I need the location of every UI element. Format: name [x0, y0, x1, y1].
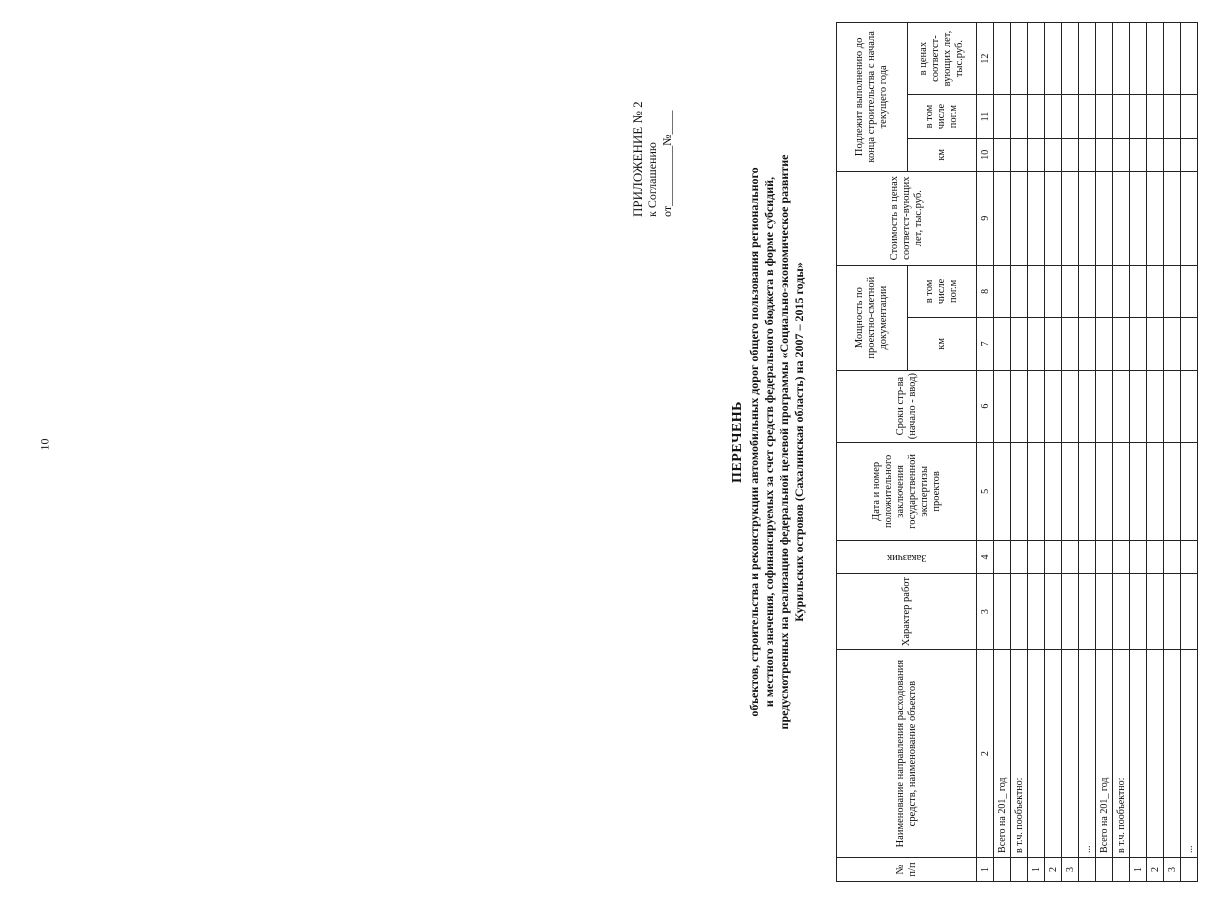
- column-number: 3: [977, 573, 994, 649]
- column-number: 11: [977, 95, 994, 139]
- empty-cell: [1062, 23, 1079, 95]
- table-row: [1096, 23, 1113, 882]
- empty-cell: [1045, 573, 1062, 649]
- empty-cell: [1079, 171, 1096, 265]
- empty-cell: [1164, 541, 1181, 574]
- empty-cell: [1045, 370, 1062, 442]
- empty-cell: [1181, 95, 1198, 139]
- empty-cell: [1181, 171, 1198, 265]
- empty-cell: [1147, 318, 1164, 370]
- empty-cell: [1045, 95, 1062, 139]
- empty-cell: [1181, 370, 1198, 442]
- header-customer: Заказчик: [886, 551, 927, 563]
- row-number: [1079, 857, 1096, 881]
- empty-cell: [1130, 23, 1147, 95]
- empty-cell: [1079, 23, 1096, 95]
- empty-cell: [1045, 442, 1062, 540]
- empty-cell: [1181, 573, 1198, 649]
- empty-cell: [1130, 265, 1147, 317]
- empty-cell: [1062, 573, 1079, 649]
- header-complete-cost: в ценах соответст-вующих лет, тыс.руб.: [908, 23, 977, 95]
- empty-cell: [1147, 442, 1164, 540]
- column-number: 5: [977, 442, 994, 540]
- column-number: 8: [977, 265, 994, 317]
- row-label: [1130, 650, 1147, 858]
- page-number: 10: [37, 438, 52, 451]
- empty-cell: [994, 95, 1011, 139]
- header-customer-cell: [837, 541, 977, 574]
- row-label: [1045, 650, 1062, 858]
- empty-cell: [1096, 318, 1113, 370]
- table-row: [1181, 23, 1198, 882]
- table-row: [1028, 23, 1045, 882]
- empty-cell: [1181, 442, 1198, 540]
- row-number: 1: [1028, 857, 1045, 881]
- row-label: [1164, 650, 1181, 858]
- column-number: 12: [977, 23, 994, 95]
- empty-cell: [1028, 23, 1045, 95]
- appendix-line-agreement: к Соглашению: [645, 142, 659, 217]
- empty-cell: [1096, 23, 1113, 95]
- empty-cell: [1045, 171, 1062, 265]
- rotated-page: [610, 22, 1210, 882]
- empty-cell: [1130, 171, 1147, 265]
- empty-cell: [1096, 541, 1113, 574]
- empty-cell: [1164, 171, 1181, 265]
- empty-cell: [1079, 442, 1096, 540]
- empty-cell: [1028, 442, 1045, 540]
- empty-cell: [1164, 23, 1181, 95]
- empty-cell: [1181, 541, 1198, 574]
- row-label: ...: [1079, 650, 1096, 858]
- column-number: 1: [977, 857, 994, 881]
- row-number: [1113, 857, 1130, 881]
- header-complete-km: км: [908, 138, 977, 171]
- empty-cell: [1147, 95, 1164, 139]
- empty-cell: [1045, 23, 1062, 95]
- empty-cell: [1028, 95, 1045, 139]
- empty-cell: [994, 23, 1011, 95]
- header-cost: Стоимость в ценах соответст-вующих лет, тыс.руб.: [837, 171, 977, 265]
- header-row-1: [837, 23, 908, 882]
- empty-cell: [1079, 318, 1096, 370]
- title-line-3: предусмотренных на реализацию федеральной целевой программы «Социально-экономическое развитие: [777, 154, 791, 730]
- empty-cell: [1011, 171, 1028, 265]
- empty-cell: [1062, 318, 1079, 370]
- empty-cell: [1164, 95, 1181, 139]
- empty-cell: [1164, 442, 1181, 540]
- empty-cell: [1130, 138, 1147, 171]
- appendix-block: [630, 27, 675, 217]
- empty-cell: [1096, 171, 1113, 265]
- row-number: 1: [1130, 857, 1147, 881]
- table-row: [994, 23, 1011, 882]
- empty-cell: [1028, 541, 1045, 574]
- empty-cell: [994, 318, 1011, 370]
- empty-cell: [1147, 541, 1164, 574]
- column-number: 4: [977, 541, 994, 574]
- empty-cell: [1147, 23, 1164, 95]
- empty-cell: [1096, 95, 1113, 139]
- empty-cell: [1028, 370, 1045, 442]
- empty-cell: [1130, 541, 1147, 574]
- empty-cell: [994, 138, 1011, 171]
- empty-cell: [1062, 171, 1079, 265]
- empty-cell: [1147, 138, 1164, 171]
- document-title: [730, 72, 807, 812]
- empty-cell: [1011, 573, 1028, 649]
- empty-cell: [994, 442, 1011, 540]
- row-label: в т.ч. пообъектно:: [1113, 650, 1130, 858]
- row-number: [1181, 857, 1198, 881]
- empty-cell: [1028, 318, 1045, 370]
- empty-cell: [1045, 318, 1062, 370]
- row-number: 2: [1147, 857, 1164, 881]
- empty-cell: [1113, 541, 1130, 574]
- empty-cell: [1028, 265, 1045, 317]
- row-number: 2: [1045, 857, 1062, 881]
- row-number: [1011, 857, 1028, 881]
- header-capacity-km: км: [908, 318, 977, 370]
- header-terms: Сроки стр-ва (начало - ввод): [837, 370, 977, 442]
- empty-cell: [1130, 95, 1147, 139]
- empty-cell: [994, 573, 1011, 649]
- column-number: 7: [977, 318, 994, 370]
- empty-cell: [1147, 370, 1164, 442]
- empty-cell: [1062, 442, 1079, 540]
- empty-cell: [1181, 23, 1198, 95]
- empty-cell: [1147, 265, 1164, 317]
- empty-cell: [994, 171, 1011, 265]
- empty-cell: [1130, 318, 1147, 370]
- empty-cell: [1079, 95, 1096, 139]
- empty-cell: [1062, 95, 1079, 139]
- header-work-type: Характер работ: [837, 573, 977, 649]
- column-number: 6: [977, 370, 994, 442]
- empty-cell: [1062, 370, 1079, 442]
- empty-cell: [1164, 138, 1181, 171]
- header-name: Наименование направления расходования средств, наименование объектов: [837, 650, 977, 858]
- empty-cell: [1045, 265, 1062, 317]
- empty-cell: [1181, 265, 1198, 317]
- table-row: [1079, 23, 1096, 882]
- empty-cell: [1181, 318, 1198, 370]
- empty-cell: [1113, 370, 1130, 442]
- empty-cell: [1113, 138, 1130, 171]
- empty-cell: [1113, 23, 1130, 95]
- empty-cell: [1096, 573, 1113, 649]
- empty-cell: [1113, 95, 1130, 139]
- title-heading: ПЕРЕЧЕНЬ: [730, 401, 745, 483]
- empty-cell: [1164, 573, 1181, 649]
- empty-cell: [1096, 265, 1113, 317]
- empty-cell: [1062, 265, 1079, 317]
- empty-cell: [1147, 171, 1164, 265]
- empty-cell: [1045, 138, 1062, 171]
- empty-cell: [1062, 541, 1079, 574]
- table-row: [1011, 23, 1028, 882]
- header-num: № п/п: [837, 857, 977, 881]
- row-label: Всего на 201_ год: [1096, 650, 1113, 858]
- table-row: [1045, 23, 1062, 882]
- row-label: [1062, 650, 1079, 858]
- empty-cell: [1011, 370, 1028, 442]
- empty-cell: [1011, 138, 1028, 171]
- empty-cell: [1164, 370, 1181, 442]
- empty-cell: [1096, 442, 1113, 540]
- title-line-2: и местного значения, софинансируемых за счет средств федерального бюджета в форме субсидий,: [762, 176, 776, 708]
- empty-cell: [1113, 171, 1130, 265]
- table-row: [1062, 23, 1079, 882]
- appendix-line-date: от__________№____: [660, 110, 674, 217]
- column-number: 10: [977, 138, 994, 171]
- empty-cell: [1079, 370, 1096, 442]
- empty-cell: [1130, 370, 1147, 442]
- header-complete-m: в том числе пог.м: [908, 95, 977, 139]
- empty-cell: [1113, 318, 1130, 370]
- empty-cell: [1079, 541, 1096, 574]
- empty-cell: [1130, 442, 1147, 540]
- row-label: [1028, 650, 1045, 858]
- empty-cell: [1147, 573, 1164, 649]
- empty-cell: [1011, 265, 1028, 317]
- empty-cell: [1164, 265, 1181, 317]
- table-row: [1113, 23, 1130, 882]
- empty-cell: [994, 265, 1011, 317]
- table-row: [1164, 23, 1181, 882]
- empty-cell: [1113, 442, 1130, 540]
- row-number: [994, 857, 1011, 881]
- row-label: в т.ч. пообъектно:: [1011, 650, 1028, 858]
- objects-table: [836, 22, 1198, 882]
- empty-cell: [1096, 370, 1113, 442]
- empty-cell: [1079, 138, 1096, 171]
- empty-cell: [1011, 541, 1028, 574]
- empty-cell: [1028, 573, 1045, 649]
- table-row: [1130, 23, 1147, 882]
- column-number: 9: [977, 171, 994, 265]
- header-capacity-m: в том числе пог.м: [908, 265, 977, 317]
- empty-cell: [1045, 541, 1062, 574]
- table-row: [1147, 23, 1164, 882]
- title-line-1: объектов, строительства и реконструкции автомобильных дорог общего пользования регионального: [747, 167, 761, 717]
- empty-cell: [994, 370, 1011, 442]
- title-line-4: Курильских островов (Сахалинская область) на 2007 – 2015 годы»: [792, 262, 806, 622]
- empty-cell: [994, 541, 1011, 574]
- empty-cell: [1079, 573, 1096, 649]
- empty-cell: [1011, 442, 1028, 540]
- header-capacity: Мощность по проектно-сметной документации: [837, 265, 908, 370]
- empty-cell: [1130, 573, 1147, 649]
- empty-cell: [1011, 23, 1028, 95]
- column-number-row: [977, 23, 994, 882]
- empty-cell: [1011, 318, 1028, 370]
- empty-cell: [1079, 265, 1096, 317]
- row-number: 3: [1164, 857, 1181, 881]
- row-number: [1096, 857, 1113, 881]
- empty-cell: [1113, 265, 1130, 317]
- empty-cell: [1164, 318, 1181, 370]
- header-expertise: Дата и номер положительного заключения государственной экспертизы проектов: [837, 442, 977, 540]
- row-label: Всего на 201_ год: [994, 650, 1011, 858]
- empty-cell: [1028, 138, 1045, 171]
- header-to-complete: Подлежит выполнению до конца строительства с начала текущего года: [837, 23, 908, 172]
- row-label: ...: [1181, 650, 1198, 858]
- empty-cell: [1028, 171, 1045, 265]
- column-number: 2: [977, 650, 994, 858]
- row-number: 3: [1062, 857, 1079, 881]
- row-label: [1147, 650, 1164, 858]
- empty-cell: [1062, 138, 1079, 171]
- empty-cell: [1113, 573, 1130, 649]
- empty-cell: [1096, 138, 1113, 171]
- empty-cell: [1011, 95, 1028, 139]
- appendix-title: ПРИЛОЖЕНИЕ № 2: [630, 101, 645, 217]
- empty-cell: [1181, 138, 1198, 171]
